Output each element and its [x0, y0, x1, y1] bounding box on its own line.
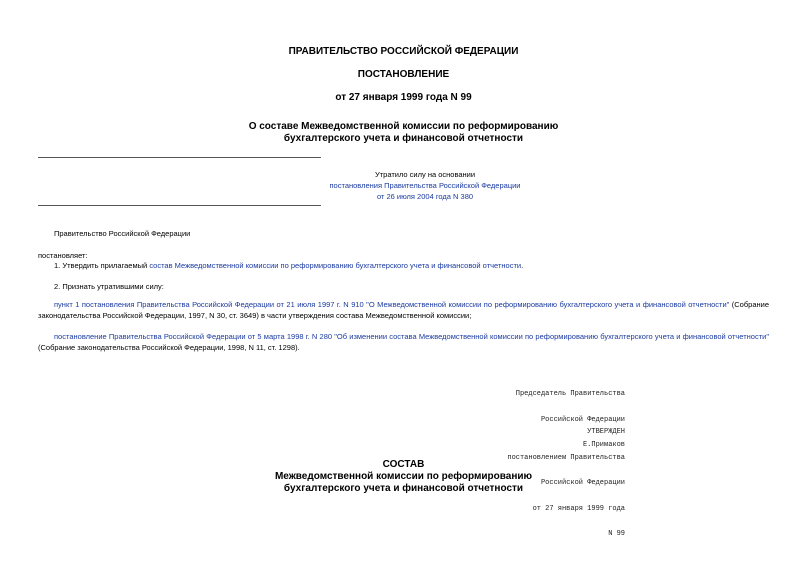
annulment-text: Утратило силу на основании	[374, 170, 476, 179]
composition-line-1: Межведомственной комиссии по реформированию	[274, 471, 533, 482]
approval-line-5: N 99	[608, 530, 625, 538]
reference-2-text: (Собрание законодательства Российской Федерации, 1998, N 11, ст. 1298).	[38, 343, 300, 352]
composition-title-block	[0, 459, 807, 495]
divider-bottom	[38, 205, 321, 206]
document-subject	[0, 121, 807, 145]
divider-top	[38, 157, 321, 158]
composition-line-2: бухгалтерского учета и финансовой отчетности	[283, 483, 524, 494]
document-type: ПОСТАНОВЛЕНИЕ	[357, 69, 450, 80]
decrees-line: постановляет:	[38, 251, 88, 260]
item-2: 2. Признать утратившими силу:	[54, 282, 164, 291]
signature-line-3: Е.Примаков	[582, 441, 625, 449]
document-date-number: от 27 января 1999 года N 99	[335, 92, 472, 103]
reference-2-link[interactable]: постановление Правительства Российской Федерации от 5 марта 1998 г. N 280 "Об изменении состава Межведомственной комиссии по реформированию бухгалтерского учета и финансовой отчетности"	[54, 332, 769, 341]
reference-1	[38, 299, 769, 321]
composition-title: СОСТАВ	[382, 459, 425, 470]
item-1	[54, 260, 774, 271]
reference-1-link[interactable]: пункт 1 постановления Правительства Российской Федерации от 21 июля 1997 г. N 910 "О Межведомственной комиссии по реформированию бухгалтерского учета и финансовой отчетности"	[54, 300, 730, 309]
item-1-prefix: 1. Утвердить прилагаемый	[54, 261, 150, 270]
approval-line-3: Российской Федерации	[540, 479, 625, 487]
item-1-link[interactable]: состав Межведомственной комиссии по реформированию бухгалтерского учета и финансовой отчетности	[149, 261, 522, 270]
reference-1-text: (Собрание законодательства Российской Федерации, 1997, N 30, ст. 3649) в части утверждения состава Межведомственной комиссии;	[38, 300, 769, 320]
item-1-suffix: .	[521, 261, 524, 270]
approval-line-4: от 27 января 1999 года	[532, 504, 625, 513]
reference-2	[38, 331, 769, 353]
subject-line-2: бухгалтерского учета и финансовой отчетности	[283, 133, 524, 144]
subject-line-1: О составе Межведомственной комиссии по реформированию	[248, 121, 559, 132]
issuer-line: Правительство Российской Федерации	[54, 229, 191, 238]
approval-line-2: постановлением Правительства	[507, 453, 625, 462]
approval-line-1: УТВЕРЖДЕН	[587, 428, 625, 436]
annulment-note	[300, 169, 550, 202]
signature-line-1: Председатель Правительства	[515, 390, 625, 398]
government-title: ПРАВИТЕЛЬСТВО РОССИЙСКОЙ ФЕДЕРАЦИИ	[288, 46, 519, 57]
signature-line-2: Российской Федерации	[540, 415, 625, 424]
annulment-link-line-1[interactable]: постановления Правительства Российской Федерации	[329, 181, 521, 190]
annulment-link-line-2[interactable]: от 26 июля 2004 года N 380	[376, 192, 474, 201]
